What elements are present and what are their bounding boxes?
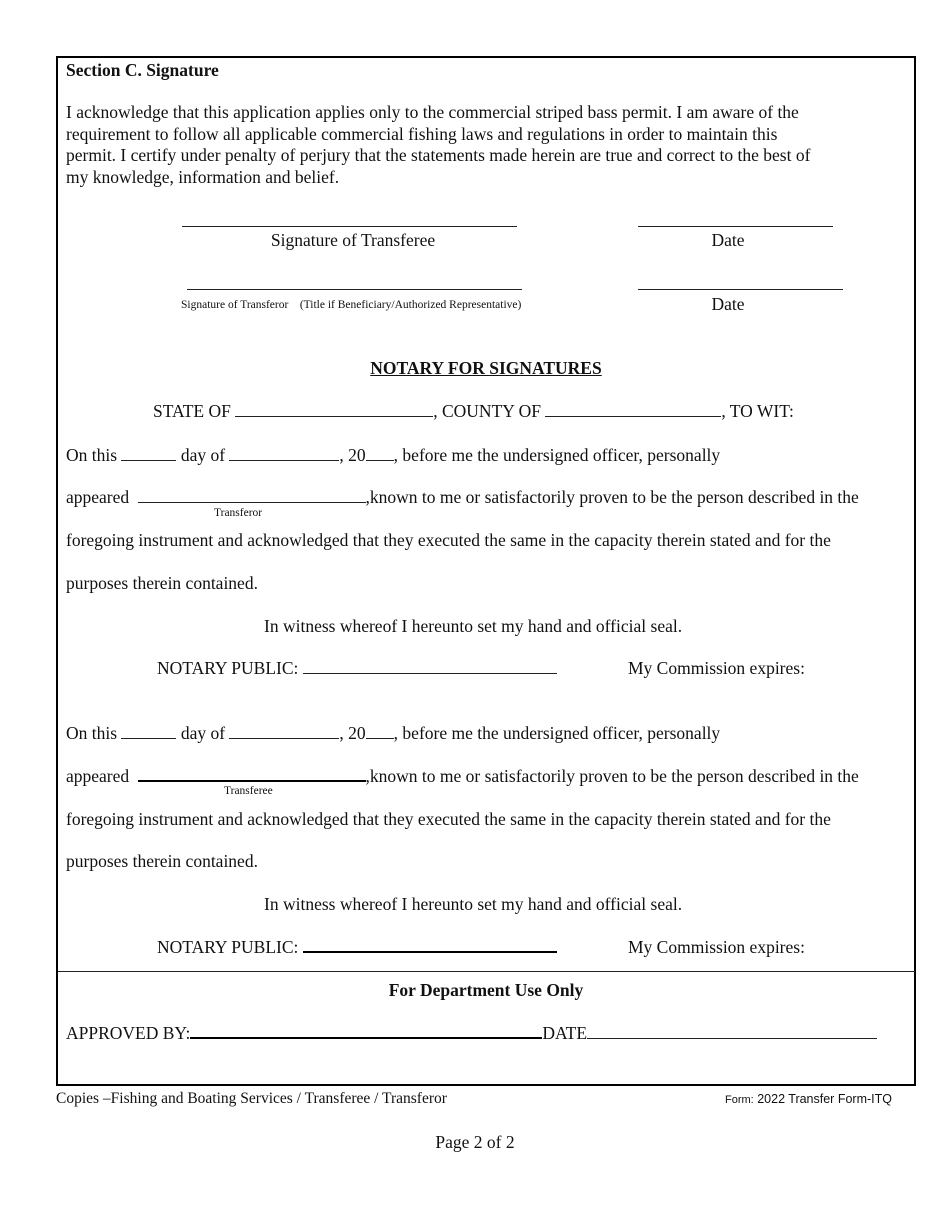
section-c-heading: Section C. Signature: [66, 60, 219, 80]
notary-2-year-field[interactable]: [366, 724, 394, 739]
known-label: ,known to me or satisfactorily proven to be the person described in the: [365, 487, 859, 507]
notary-1-year-field[interactable]: [366, 446, 394, 461]
notary-2-day-field[interactable]: [121, 724, 176, 739]
notary-public-label: NOTARY PUBLIC:: [157, 937, 299, 957]
transferee-date-label: Date: [711, 230, 745, 250]
transferor-signature-line[interactable]: [187, 289, 522, 290]
notary-2-commission: My Commission expires:: [628, 937, 805, 957]
transferor-date-line[interactable]: [638, 289, 843, 290]
transferor-label-text: Signature of Transferor: [181, 299, 289, 311]
notary-2-purposes: purposes therein contained.: [66, 851, 258, 871]
notary-2-month-field[interactable]: [229, 724, 339, 739]
approved-line: [66, 1023, 877, 1044]
form-frame: [56, 56, 916, 1086]
day-of-label: day of: [180, 723, 226, 743]
year-prefix-label: , 20: [339, 445, 366, 465]
notary-1-transferor-name-field[interactable]: [138, 488, 366, 503]
notary-public-label: NOTARY PUBLIC:: [157, 658, 299, 678]
transferee-signature-label: Signature of Transferee: [270, 230, 436, 250]
form-name: 2022 Transfer Form-ITQ: [757, 1092, 892, 1106]
on-this-label: On this: [66, 445, 118, 465]
approved-by-label: APPROVED BY:: [66, 1023, 191, 1043]
transferor-signature-label: [181, 299, 521, 311]
approved-by-field[interactable]: [190, 1023, 542, 1039]
day-of-label: day of: [180, 445, 226, 465]
ack-line: requirement to follow all applicable commercial fishing laws and regulations in order to maintain this: [66, 123, 778, 144]
dept-date-field[interactable]: [587, 1024, 877, 1039]
dept-date-label: DATE: [542, 1023, 588, 1043]
notary-heading: NOTARY FOR SIGNATURES: [370, 358, 602, 378]
notary-1-purposes: purposes therein contained.: [66, 573, 258, 593]
dept-use-heading: For Department Use Only: [388, 980, 584, 1000]
transferor-date-label: Date: [711, 294, 745, 314]
known-label: ,known to me or satisfactorily proven to be the person described in the: [365, 766, 859, 786]
page-number: Page 2 of 2: [435, 1132, 515, 1152]
notary-2-party-caption: Transferee: [224, 785, 273, 797]
ack-line: I acknowledge that this application applies only to the commercial striped bass permit. I am aware of the: [66, 102, 799, 122]
ack-line: permit. I certify under penalty of perjury that the statements made herein are true and correct to the best of: [66, 145, 811, 165]
on-this-label: On this: [66, 723, 118, 743]
notary-1-witness: In witness whereof I hereunto set my hand and official seal.: [264, 616, 683, 636]
notary-1-foregoing: foregoing instrument and acknowledged that they executed the same in the capacity therein stated and for the: [66, 530, 831, 550]
county-field[interactable]: [545, 402, 721, 417]
notary-1-month-field[interactable]: [229, 446, 339, 461]
notary-1-appeared-line: [66, 487, 859, 508]
before-me-label: , before me the undersigned officer, personally: [393, 445, 721, 465]
to-wit-label: , TO WIT:: [721, 401, 794, 421]
ack-line: my knowledge, information and belief.: [66, 166, 340, 187]
notary-2-appeared-line: [66, 766, 859, 787]
notary-1-party-caption: Transferor: [214, 507, 263, 519]
form-id: [725, 1092, 892, 1106]
transferor-title-text: (Title if Beneficiary/Authorized Representative): [299, 299, 522, 311]
notary-1-date-line: [66, 445, 720, 466]
state-field[interactable]: [235, 402, 433, 417]
section-divider: [58, 971, 915, 972]
transferee-signature-line[interactable]: [182, 226, 517, 227]
notary-1-commission: My Commission expires:: [628, 658, 805, 678]
before-me-label: , before me the undersigned officer, personally: [393, 723, 721, 743]
notary-2-foregoing: foregoing instrument and acknowledged that they executed the same in the capacity therein stated and for the: [66, 809, 831, 829]
notary-1-public-field[interactable]: [303, 659, 557, 674]
state-of-label: STATE OF: [153, 401, 231, 421]
year-prefix-label: , 20: [339, 723, 366, 743]
transferee-date-line[interactable]: [638, 226, 833, 227]
notary-2-public-line: [157, 937, 557, 958]
form-prefix: Form:: [725, 1094, 754, 1106]
notary-2-transferee-name-field[interactable]: [138, 766, 366, 782]
notary-2-witness: In witness whereof I hereunto set my hand and official seal.: [264, 894, 683, 914]
county-of-label: , COUNTY OF: [433, 401, 541, 421]
acknowledgement-paragraph: [66, 102, 810, 188]
notary-1-day-field[interactable]: [121, 446, 176, 461]
appeared-label: appeared: [66, 487, 130, 507]
notary-1-public-line: [157, 658, 557, 679]
notary-2-date-line: [66, 723, 720, 744]
state-county-line: [153, 401, 794, 422]
copies-note: Copies –Fishing and Boating Services / Transferee / Transferor: [56, 1090, 447, 1107]
notary-2-public-field[interactable]: [303, 937, 557, 953]
appeared-label: appeared: [66, 766, 130, 786]
